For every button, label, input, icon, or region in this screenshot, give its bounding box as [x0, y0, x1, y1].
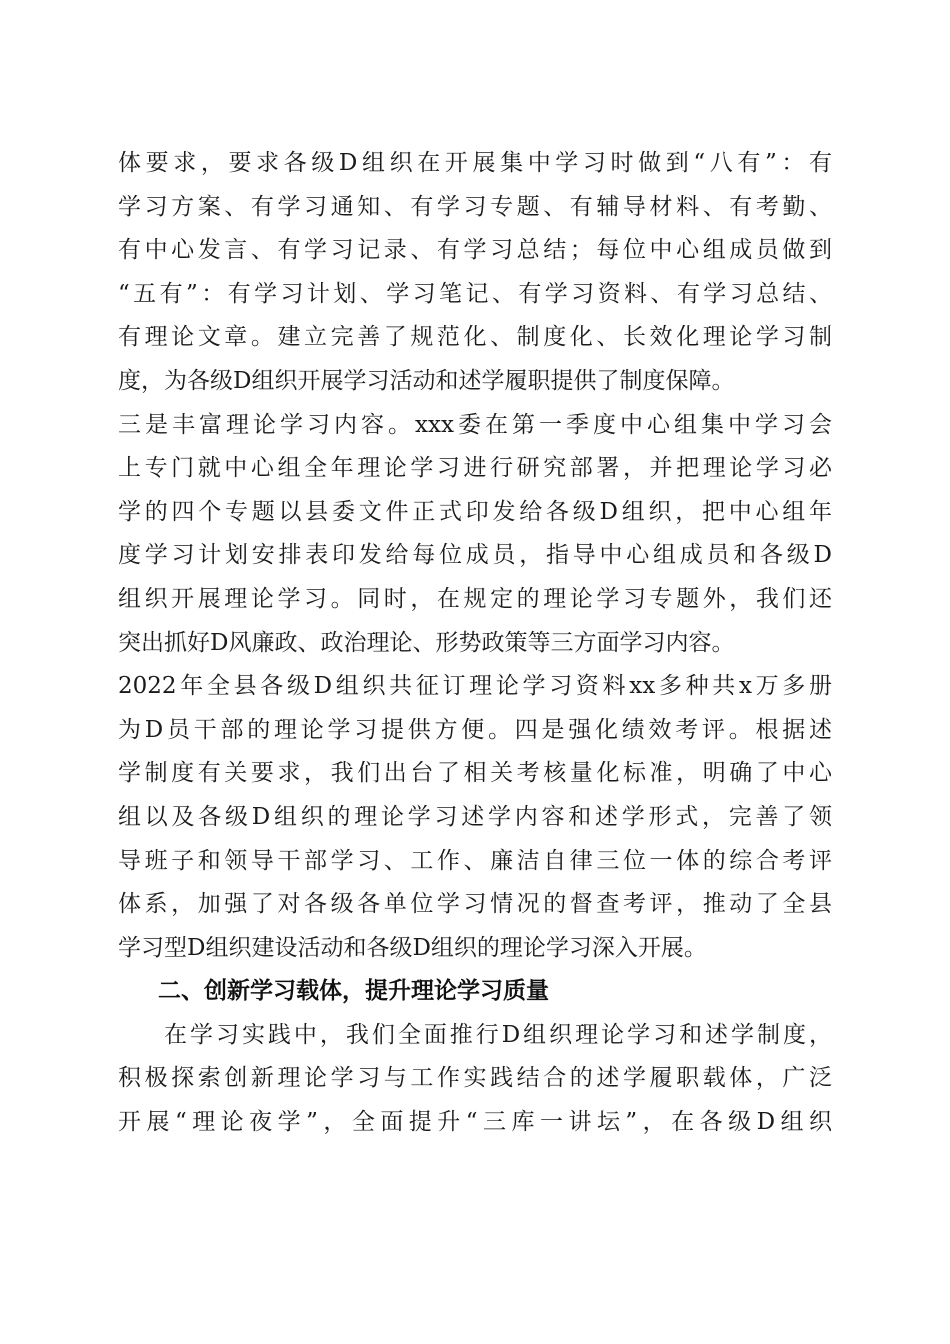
text-line: 为D员干部的理论学习提供方便。四是强化绩效考评。根据述 [118, 716, 832, 743]
text-line: 在学习实践中，我们全面推行D组织理论学习和述学制度， [164, 1021, 832, 1048]
text-line: “五有”：有学习计划、学习笔记、有学习资料、有学习总结、 [118, 280, 832, 307]
text-line: 体系，加强了对各级各单位学习情况的督查考评，推动了全县 [118, 891, 832, 918]
document-body [118, 142, 832, 1145]
paragraph-study-requirements [118, 142, 832, 970]
section-heading: 二、创新学习载体，提升理论学习质量 [158, 978, 549, 1005]
text-line: 学习型D组织建设活动和各级D组织的理论学习深入开展。 [118, 934, 707, 961]
text-line: 2022年全县各级D组织共征订理论学习资料xx多种共x万多册 [118, 673, 832, 700]
text-line: 导班子和领导干部学习、工作、廉洁自律三位一体的综合考评 [118, 847, 832, 874]
text-line: 度学习计划安排表印发给每位成员，指导中心组成员和各级D [118, 542, 832, 569]
text-line: 有理论文章。建立完善了规范化、制度化、长效化理论学习制 [118, 324, 832, 351]
text-line: 有中心发言、有学习记录、有学习总结；每位中心组成员做到 [118, 237, 832, 264]
text-line: 度，为各级D组织开展学习活动和述学履职提供了制度保障。 [118, 367, 735, 394]
text-line: 学习方案、有学习通知、有学习专题、有辅导材料、有考勤、 [118, 193, 832, 220]
paragraph-learning-carriers [118, 1014, 832, 1145]
text-line: 组以及各级D组织的理论学习述学内容和述学形式，完善了领 [118, 803, 832, 830]
text-line: 积极探索创新理论学习与工作实践结合的述学履职载体，广泛 [118, 1065, 832, 1092]
text-line: 三是丰富理论学习内容。xxx委在第一季度中心组集中学习会 [118, 411, 832, 438]
text-line: 学制度有关要求，我们出台了相关考核量化标准，明确了中心 [118, 760, 832, 787]
text-line: 开展“理论夜学”，全面提升“三库一讲坛”，在各级D组织 [118, 1109, 832, 1136]
text-line: 学的四个专题以县委文件正式印发给各级D组织，把中心组年 [118, 498, 832, 525]
text-line: 上专门就中心组全年理论学习进行研究部署，并把理论学习必 [118, 455, 832, 482]
text-line: 突出抓好D风廉政、政治理论、形势政策等三方面学习内容。 [118, 629, 735, 656]
text-line: 体要求，要求各级D组织在开展集中学习时做到“八有”：有 [118, 150, 832, 176]
text-line: 组织开展理论学习。同时，在规定的理论学习专题外，我们还 [118, 585, 832, 612]
